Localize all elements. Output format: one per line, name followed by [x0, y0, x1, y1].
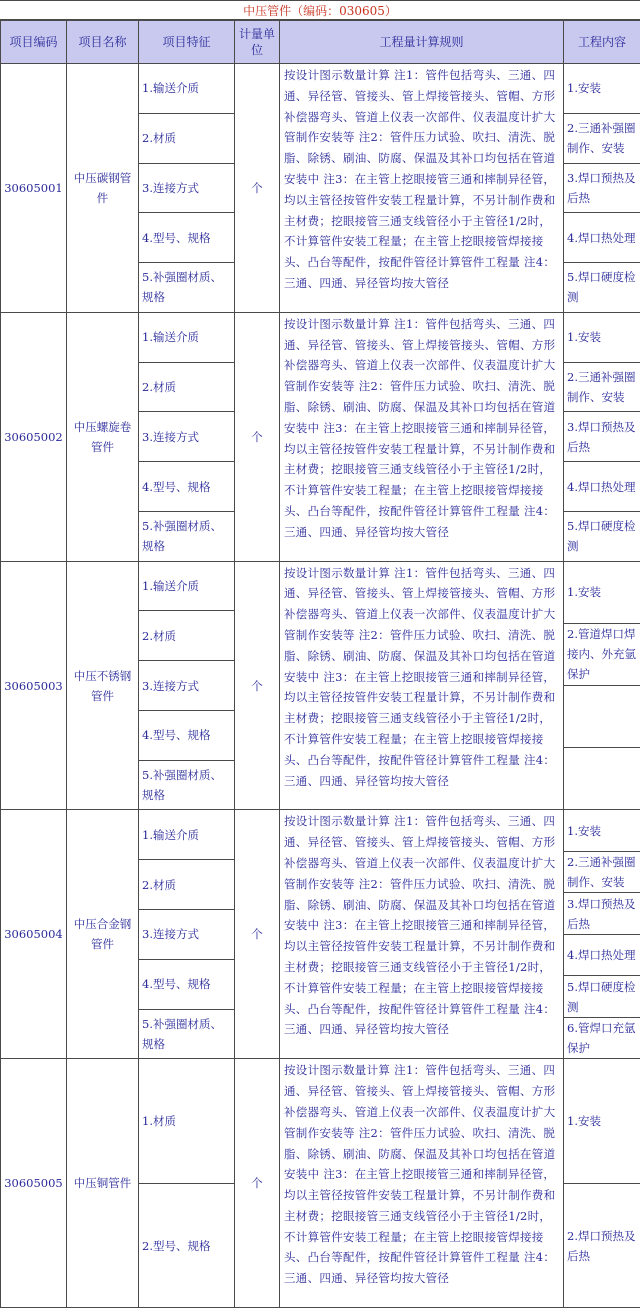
item-feature: 4.型号、规格	[139, 213, 235, 263]
item-feature: 4.型号、规格	[139, 710, 235, 760]
quantity-table	[0, 20, 640, 1308]
header-unit: 计量单位	[235, 21, 280, 64]
item-feature: 5.补强圈材质、规格	[139, 263, 235, 313]
item-name: 中压螺旋卷管件	[67, 312, 139, 561]
item-work-content: 4.焊口热处理	[564, 462, 640, 512]
item-rule: 按设计图示数量计算 注1：管件包括弯头、三通、四通、异径管、管接头、管上焊接管接头、管帽、方形补偿器弯头、管道上仪表一次部件、仪表温度计扩大管制作安装等 注2：管件压力试验、吹扫、清洗、脱脂、除锈、刷油、防腐、保温及其补口均包括在管道安装中 注3：在主管上挖眼接管三通和摔制异径管，均以主管径按管件安装工程量计算，不另计制作费和主材费；挖眼接管三通支线管径小于主管径1/2时，不计算管件安装工程量；在主管上挖眼接管焊接接头、凸台等配件，按配件管径计算管件工程量 注4：三通、四通、异径管均按大管径	[284, 68, 556, 290]
item-feature: 3.连接方式	[139, 661, 235, 711]
item-feature: 3.连接方式	[139, 163, 235, 213]
item-work-content: 5.焊口硬度检测	[564, 511, 640, 561]
item-work-content: 4.焊口热处理	[564, 213, 640, 263]
item-feature: 3.连接方式	[139, 909, 235, 959]
item-work-content: 3.焊口预热及后热	[564, 412, 640, 462]
item-work-content: 5.焊口硬度检测	[564, 976, 640, 1017]
item-rule-cell	[280, 561, 564, 810]
item-work-content: 1.安装	[564, 64, 640, 114]
item-work-content: 2.管道焊口焊接内、外充氩保护	[564, 623, 640, 685]
item-code: 30605005	[1, 1059, 67, 1308]
item-rule-cell	[280, 64, 564, 313]
item-work-content: 1.安装	[564, 810, 640, 851]
header-feature: 项目特征	[139, 21, 235, 64]
item-feature: 2.材质	[139, 362, 235, 412]
item-work-content: 3.焊口预热及后热	[564, 893, 640, 934]
table-row	[1, 561, 640, 573]
item-work-content: 1.安装	[564, 312, 640, 362]
item-feature: 2.材质	[139, 611, 235, 661]
item-code: 30605004	[1, 810, 67, 1059]
item-rule-cell	[280, 1059, 564, 1308]
item-rule-cell	[280, 810, 564, 1059]
item-work-content: 2.三通补强圈制作、安装	[564, 113, 640, 163]
table-row	[1, 64, 640, 74]
header-code: 项目编码	[1, 21, 67, 64]
item-work-content: 4.焊口热处理	[564, 934, 640, 975]
item-feature: 4.型号、规格	[139, 462, 235, 512]
item-code: 30605002	[1, 312, 67, 561]
item-work-content: 2.三通补强圈制作、安装	[564, 851, 640, 892]
table-row	[1, 312, 640, 322]
item-feature: 5.补强圈材质、规格	[139, 511, 235, 561]
item-feature: 3.连接方式	[139, 412, 235, 462]
item-feature: 4.型号、规格	[139, 959, 235, 1009]
item-code: 30605001	[1, 64, 67, 313]
item-work-content: 2.三通补强圈制作、安装	[564, 362, 640, 412]
item-work-content: 6.管焊口充氩保护	[564, 1017, 640, 1058]
item-name: 中压不锈钢管件	[67, 561, 139, 810]
item-work-content: 5.焊口硬度检测	[564, 263, 640, 313]
header-name: 项目名称	[67, 21, 139, 64]
item-work-content: 1.安装	[564, 1059, 640, 1184]
item-feature: 5.补强圈材质、规格	[139, 760, 235, 810]
item-unit: 个	[235, 561, 280, 810]
table-caption: 中压管件（编码：030605）	[0, 0, 640, 20]
item-work-content	[564, 748, 640, 810]
item-work-content: 3.焊口预热及后热	[564, 163, 640, 213]
item-feature: 1.输送介质	[139, 561, 235, 611]
item-rule: 按设计图示数量计算 注1：管件包括弯头、三通、四通、异径管、管接头、管上焊接管接头、管帽、方形补偿器弯头、管道上仪表一次部件、仪表温度计扩大管制作安装等 注2：管件压力试验、吹扫、清洗、脱脂、除锈、刷油、防腐、保温及其补口均包括在管道安装中 注3：在主管上挖眼接管三通和摔制异径管，均以主管径按管件安装工程量计算，不另计制作费和主材费；挖眼接管三通支线管径小于主管径1/2时，不计算管件安装工程量；在主管上挖眼接管焊接接头、凸台等配件，按配件管径计算管件工程量 注4：三通、四通、异径管均按大管径	[284, 565, 556, 788]
table-row	[1, 1059, 640, 1121]
item-code: 30605003	[1, 561, 67, 810]
item-feature: 1.输送介质	[139, 64, 235, 114]
header-row	[1, 21, 640, 64]
item-name: 中压碳钢管件	[67, 64, 139, 313]
item-unit: 个	[235, 64, 280, 313]
item-unit: 个	[235, 312, 280, 561]
item-rule: 按设计图示数量计算 注1：管件包括弯头、三通、四通、异径管、管接头、管上焊接管接头、管帽、方形补偿器弯头、管道上仪表一次部件、仪表温度计扩大管制作安装等 注2：管件压力试验、吹扫、清洗、脱脂、除锈、刷油、防腐、保温及其补口均包括在管道安装中 注3：在主管上挖眼接管三通和摔制异径管，均以主管径按管件安装工程量计算，不另计制作费和主材费；挖眼接管三通支线管径小于主管径1/2时，不计算管件安装工程量；在主管上挖眼接管焊接接头、凸台等配件，按配件管径计算管件工程量 注4：三通、四通、异径管均按大管径	[284, 316, 556, 539]
item-feature: 1.输送介质	[139, 810, 235, 860]
item-feature: 1.材质	[139, 1059, 235, 1184]
item-rule: 按设计图示数量计算 注1：管件包括弯头、三通、四通、异径管、管接头、管上焊接管接头、管帽、方形补偿器弯头、管道上仪表一次部件、仪表温度计扩大管制作安装等 注2：管件压力试验、吹扫、清洗、脱脂、除锈、刷油、防腐、保温及其补口均包括在管道安装中 注3：在主管上挖眼接管三通和摔制异径管，均以主管径按管件安装工程量计算，不另计制作费和主材费；挖眼接管三通支线管径小于主管径1/2时，不计算管件安装工程量；在主管上挖眼接管焊接接头、凸台等配件，按配件管径计算管件工程量 注4：三通、四通、异径管均按大管径	[284, 814, 556, 1037]
header-content: 工程内容	[564, 21, 640, 64]
item-name: 中压铜管件	[67, 1059, 139, 1308]
item-rule: 按设计图示数量计算 注1：管件包括弯头、三通、四通、异径管、管接头、管上焊接管接头、管帽、方形补偿器弯头、管道上仪表一次部件、仪表温度计扩大管制作安装等 注2：管件压力试验、吹扫、清洗、脱脂、除锈、刷油、防腐、保温及其补口均包括在管道安装中 注3：在主管上挖眼接管三通和摔制异径管，均以主管径按管件安装工程量计算，不另计制作费和主材费；挖眼接管三通支线管径小于主管径1/2时，不计算管件安装工程量；在主管上挖眼接管焊接接头、凸台等配件，按配件管径计算管件工程量 注4：三通、四通、异径管均按大管径	[284, 1063, 556, 1286]
item-feature: 1.输送介质	[139, 312, 235, 362]
item-feature: 5.补强圈材质、规格	[139, 1009, 235, 1059]
item-name: 中压合金钢管件	[67, 810, 139, 1059]
item-work-content: 1.安装	[564, 561, 640, 623]
item-unit: 个	[235, 1059, 280, 1308]
item-unit: 个	[235, 810, 280, 1059]
item-work-content: 2.焊口预热及后热	[564, 1183, 640, 1308]
item-work-content	[564, 686, 640, 748]
item-rule-cell	[280, 312, 564, 561]
table-body	[1, 64, 640, 1308]
item-feature: 2.材质	[139, 113, 235, 163]
table-row	[1, 810, 640, 818]
header-rule: 工程量计算规则	[280, 21, 564, 64]
item-feature: 2.型号、规格	[139, 1183, 235, 1308]
item-feature: 2.材质	[139, 860, 235, 910]
